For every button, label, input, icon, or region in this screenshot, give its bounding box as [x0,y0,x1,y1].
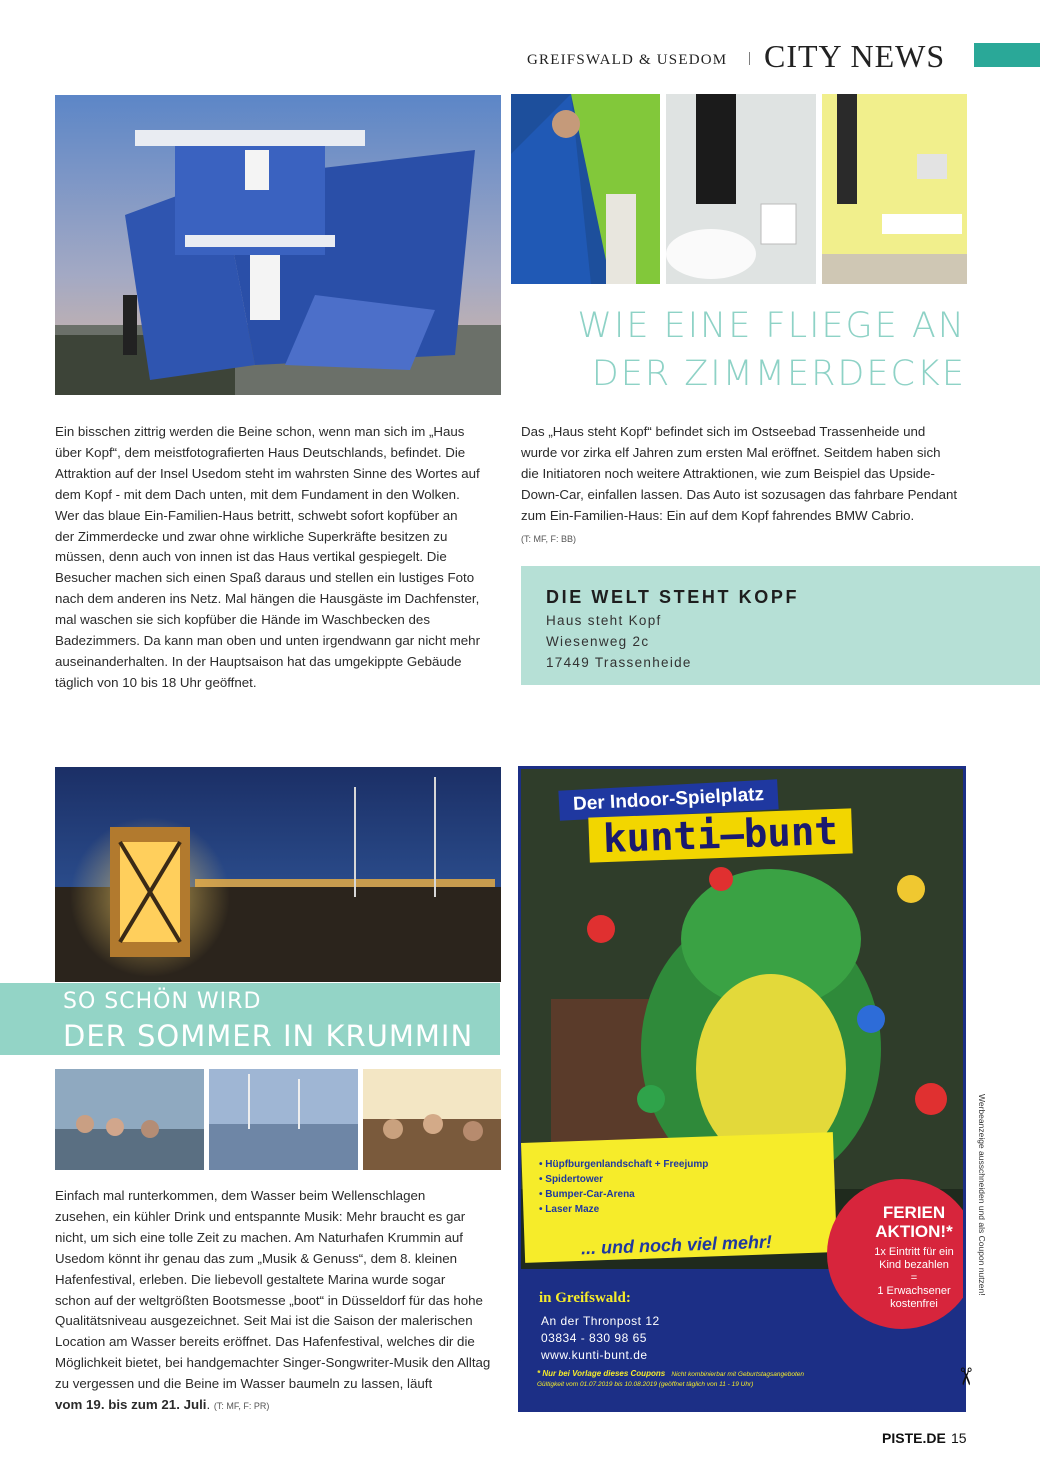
page-number: 15 [951,1430,967,1446]
photo-credit: (T: MF, F: PR) [213,1401,270,1412]
festival-dates: vom 19. bis zum 21. Juli [55,1397,207,1413]
photo-credit: (T: MF, F: BB) [521,534,576,544]
text-line: der Zimmerdecke und zwar ohne wirkliche Superkräfte besitzen zu [55,528,448,544]
text-line: schon auf der weltgrößten Bootsmesse „boot“ in Düsseldorf für das hohe [55,1292,483,1308]
info-street: Wiesenweg 2c [546,634,650,649]
article-headline-line-2: DER ZIMMERDECKE [591,354,966,394]
text-line: Hafenfestival, erleben. Die liebevoll gestaltete Marina wurde sogar [55,1271,446,1287]
ad-coupon-note [537,1369,804,1378]
ad-validity: Gültigkeit vom 01.07.2019 bis 10.08.2019 (geöffnet täglich von 11 - 19 Uhr) [537,1381,754,1388]
text-line: zum Ein-Familien-Haus: Ein auf dem Kopf fahrendes BMW Cabrio. [521,507,915,523]
text-line: nicht, um sich eine tolle Zeit zu machen. Am Naturhafen Krummin auf [55,1229,463,1245]
text-line: Möglichkeit bietet, bei handgemachter Singer-Songwriter-Musik den Alltag [55,1355,491,1371]
article-text-column-2 [521,422,991,527]
text-line: nach dem anderen ins Netz. Mal hängen die Hausgäste im Dachfenster, [55,591,480,607]
text-line: Das „Haus steht Kopf“ befindet sich im Ostseebad Trassenheide und [521,424,926,439]
offer-line: = [910,1272,918,1284]
text-line: Usedom könnt ihr genau das zum „Musik & Genuss“, dem 8. kleinen [55,1250,458,1266]
marina-evening-photo [209,1069,358,1170]
upside-down-house-photo [55,95,501,395]
offer-line: 1 Erwachsener [877,1285,951,1297]
harbor-guests-photo [55,1069,204,1170]
header-separator: | [748,50,752,66]
banner-subtitle: SO SCHÖN WIRD [63,989,262,1014]
offer-line: Kind bezahlen [879,1259,949,1271]
ad-badge-title [839,1203,966,1241]
text-line: Down-Car, einfallen lassen. Das Auto ist sozusagen das fahrbare Pendant [521,486,958,502]
offer-line: 1x Eintritt für ein [874,1246,954,1258]
text-line: mal waschen sie sich kopfüber die Hände im Waschbecken des [55,612,430,628]
text-line: zu vergessen und die Beine im Wasser baumeln zu lassen, läuft [55,1376,433,1392]
ad-note-main: * Nur bei Vorlage dieses Coupons [537,1369,666,1378]
ad-address: An der Thronpost 12 [541,1314,660,1328]
text-line: täglich von 10 bis 18 Uhr geöffnet. [55,674,257,690]
text-line [55,1395,515,1417]
text-line: wurde vor zirka elf Jahren zum ersten Mal eröffnet. Seitdem haben sich [521,444,941,460]
ad-badge-offer [839,1246,966,1311]
ad-phone: 03834 - 830 98 65 [541,1331,647,1345]
ad-brand-logo: kunti–bunt [588,808,852,862]
krummin-article-text [55,1186,515,1417]
text-line: die Initiatoren noch weitere Attraktionen, wie zum Beispiel das Upside- [521,465,935,481]
badge-line: AKTION!* [875,1222,953,1241]
section-title: CITY NEWS [764,38,946,74]
offer-line: kostenfrei [890,1298,938,1310]
ad-more-text: ... und noch viel mehr! [580,1231,773,1259]
ad-feature-item: • Spidertower [539,1174,604,1185]
ad-top-label: Der Indoor-Spielplatz [558,779,778,820]
text-dot: . [206,1397,211,1413]
text-line: dem Kopf - mit dem Dach unten, mit dem Fundament in den Wolken. [55,486,460,502]
advertisement-coupon [518,766,966,1412]
article-text-column-1 [55,422,515,694]
text-line: Location am Wasser bereits eröffnet. Das Hafenfestival, welches dir die [55,1334,475,1350]
text-line: zusehen, ein kühler Drink und entspannte Musik: Mehr braucht es gar [55,1208,466,1224]
attic-room-photo [511,94,660,284]
text-line: über Kopf“, dem meistfotografierten Haus Deutschlands, befindet. Die [55,444,466,460]
text-line: müssen, denn auch von innen ist das Haus vertikal gespiegelt. Die [55,549,447,565]
info-city: 17449 Trassenheide [546,655,692,670]
coupon-cut-instruction [973,1094,993,1354]
text-line: Attraktion auf der Insel Usedom steht im wahrsten Sinne des Wortes auf [55,465,480,481]
kitchen-photo [822,94,967,284]
text-line: Einfach mal runterkommen, dem Wasser beim Wellenschlagen [55,1188,426,1203]
coupon-cut-text: Werbeanzeige ausschneiden und als Coupon nutzen! [977,1094,987,1296]
ad-website: www.kunti-bunt.de [541,1348,648,1362]
article-headline-line-1: WIE EINE FLIEGE AN [577,306,966,346]
info-box-title: DIE WELT STEHT KOPF [546,587,800,607]
banner-title: DER SOMMER IN KRUMMIN [63,1019,474,1053]
info-venue: Haus steht Kopf [546,613,662,628]
text-line: Besucher machen sich einen Spaß daraus und stellen ein lustiges Foto [55,570,475,586]
harbor-lantern-photo [55,767,501,982]
ad-note-extra: Nicht kombinierbar mit Geburtstagsangeboten [671,1371,805,1378]
ad-feature-item: • Bumper-Car-Arena [539,1189,635,1200]
badge-line: FERIEN [882,1203,946,1222]
scissors-icon: ✂ [951,1366,979,1387]
text-line: Ein bisschen zittrig werden die Beine schon, wenn man sich im „Haus [55,424,465,439]
ad-city: in Greifswald: [539,1290,631,1306]
section-subtitle: GREIFSWALD & USEDOM [527,52,728,68]
text-line: Badezimmers. Da kann man oben und unten irgendwann gar nicht mehr [55,633,481,649]
text-line: Qualitätsniveau ausgezeichnet. Seit Mai ist die Saison der malerischen [55,1313,473,1329]
bathroom-photo [666,94,816,284]
text-line: Wer das blaue Ein-Familien-Haus betritt, schwebt sofort kopfüber an [55,507,458,523]
ad-feature-item: • Hüpfburgenlandschaft + Freejump [539,1159,709,1170]
text-line: auseinanderhalten. In der Hauptsaison hat das umgekippte Gebäude [55,653,462,669]
footer-brand: PISTE.DE [882,1430,946,1446]
accent-bar [974,43,1040,67]
ad-feature-item: • Laser Maze [539,1204,600,1215]
festival-crowd-photo [363,1069,501,1170]
